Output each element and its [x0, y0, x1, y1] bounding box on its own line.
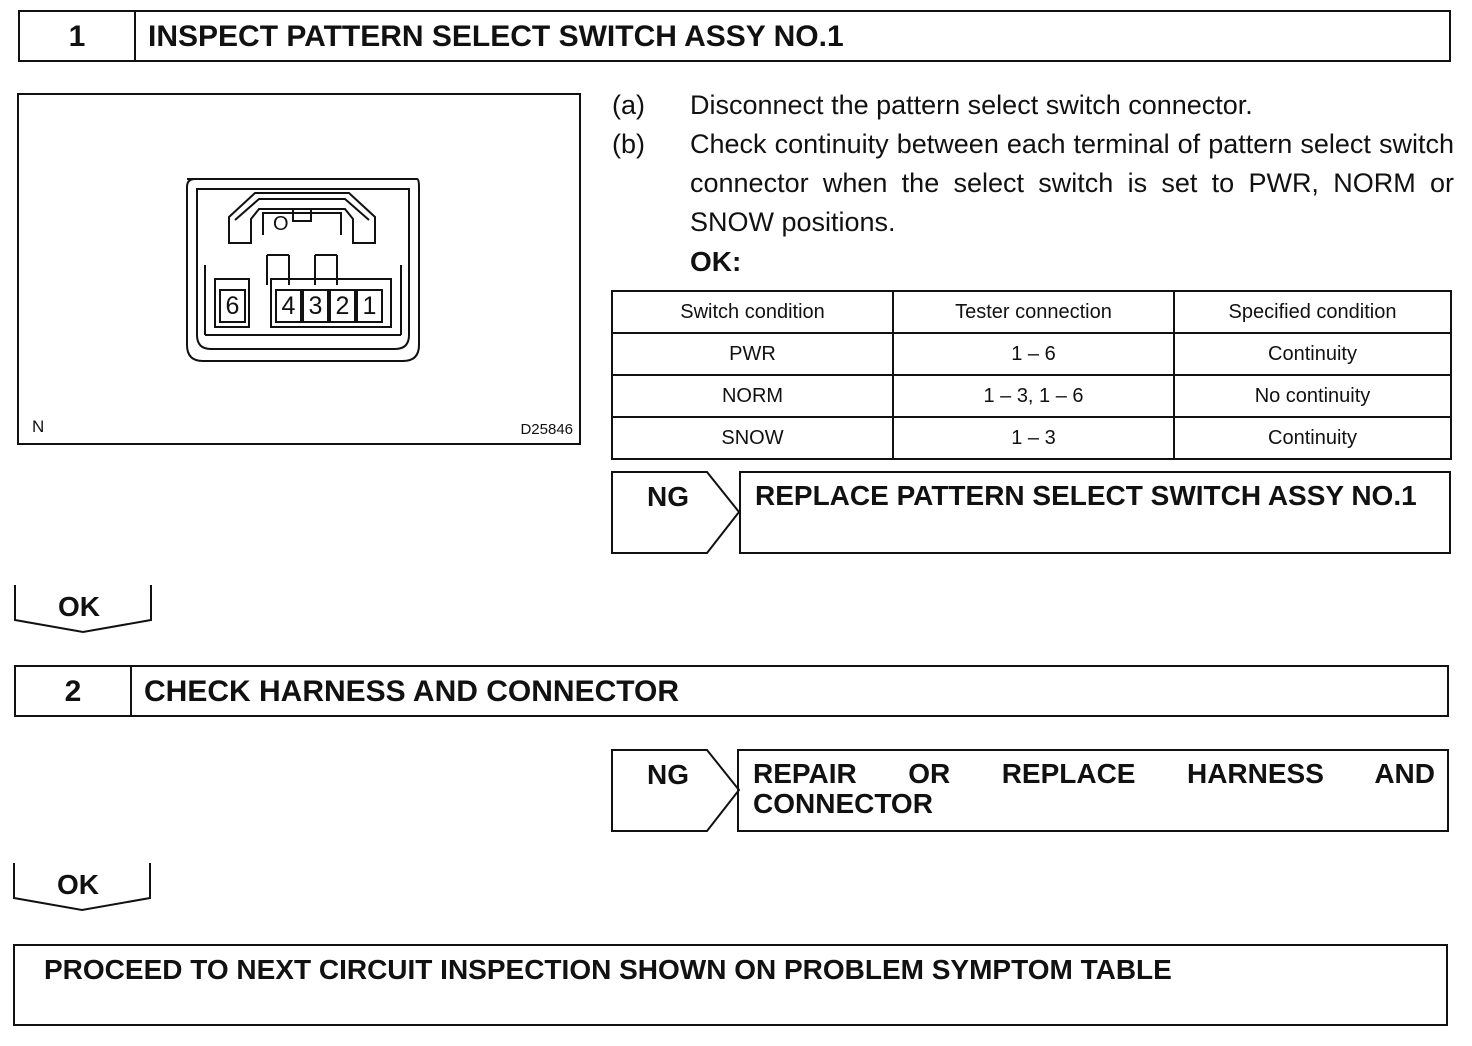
ng-label: NG — [647, 759, 689, 790]
figure-corner-label: N — [32, 417, 45, 436]
connector-figure — [17, 93, 581, 445]
pin-1: 1 — [356, 289, 383, 323]
table-cell: Continuity — [1174, 417, 1451, 459]
ng-label: NG — [647, 481, 689, 512]
spec-table — [611, 290, 1452, 460]
instruction-a — [612, 86, 1452, 125]
step-title: INSPECT PATTERN SELECT SWITCH ASSY NO.1 — [148, 20, 844, 53]
table-cell: No continuity — [1174, 375, 1451, 417]
instruction-text: Check continuity between each terminal of pattern select switch connector when the select switch is set to PWR, NORM or SNOW positions. — [690, 129, 1454, 237]
ng-flow-1 — [611, 471, 741, 554]
ng-action-box-1: REPLACE PATTERN SELECT SWITCH ASSY NO.1 — [739, 471, 1451, 554]
table-row — [612, 417, 1451, 459]
table-header: Specified condition — [1174, 291, 1451, 333]
pin-4: 4 — [275, 289, 302, 323]
instruction-text: Disconnect the pattern select switch connector. — [690, 90, 1253, 120]
pin-3: 3 — [302, 289, 329, 323]
ok-tab-2 — [13, 862, 153, 912]
step-2-header — [14, 665, 1449, 717]
key-mark: O — [273, 213, 289, 235]
ok-label: OK — [58, 591, 100, 622]
table-header: Switch condition — [612, 291, 893, 333]
table-cell: SNOW — [612, 417, 893, 459]
instruction-label: (b) — [612, 129, 645, 159]
table-header: Tester connection — [893, 291, 1174, 333]
table-header-row — [612, 291, 1451, 333]
table-cell: 1 – 6 — [893, 333, 1174, 375]
ok-tab-1 — [14, 584, 154, 634]
ok-heading: OK: — [690, 246, 742, 277]
proceed-box — [13, 944, 1448, 1026]
ok-label: OK — [57, 869, 99, 900]
pin-2: 2 — [329, 289, 356, 323]
step-title: CHECK HARNESS AND CONNECTOR — [144, 675, 680, 708]
table-cell: 1 – 3 — [893, 417, 1174, 459]
table-cell: Continuity — [1174, 333, 1451, 375]
instruction-label: (a) — [612, 90, 645, 120]
table-cell: PWR — [612, 333, 893, 375]
instruction-b — [612, 125, 1454, 242]
proceed-text: PROCEED TO NEXT CIRCUIT INSPECTION SHOWN ON PROBLEM SYMPTOM TABLE — [44, 954, 1172, 985]
ng-flow-2 — [611, 749, 741, 832]
ng-action-box-2: REPAIR OR REPLACE HARNESS AND CONNECTOR — [737, 749, 1449, 832]
figure-id: D25846 — [520, 421, 573, 438]
table-row — [612, 333, 1451, 375]
step-number: 2 — [16, 667, 132, 715]
table-row — [612, 375, 1451, 417]
pin-6: 6 — [219, 289, 246, 323]
table-cell: NORM — [612, 375, 893, 417]
step-1-header — [18, 10, 1451, 62]
table-cell: 1 – 3, 1 – 6 — [893, 375, 1174, 417]
connector-drawing — [19, 95, 579, 443]
step-number: 1 — [20, 12, 136, 60]
